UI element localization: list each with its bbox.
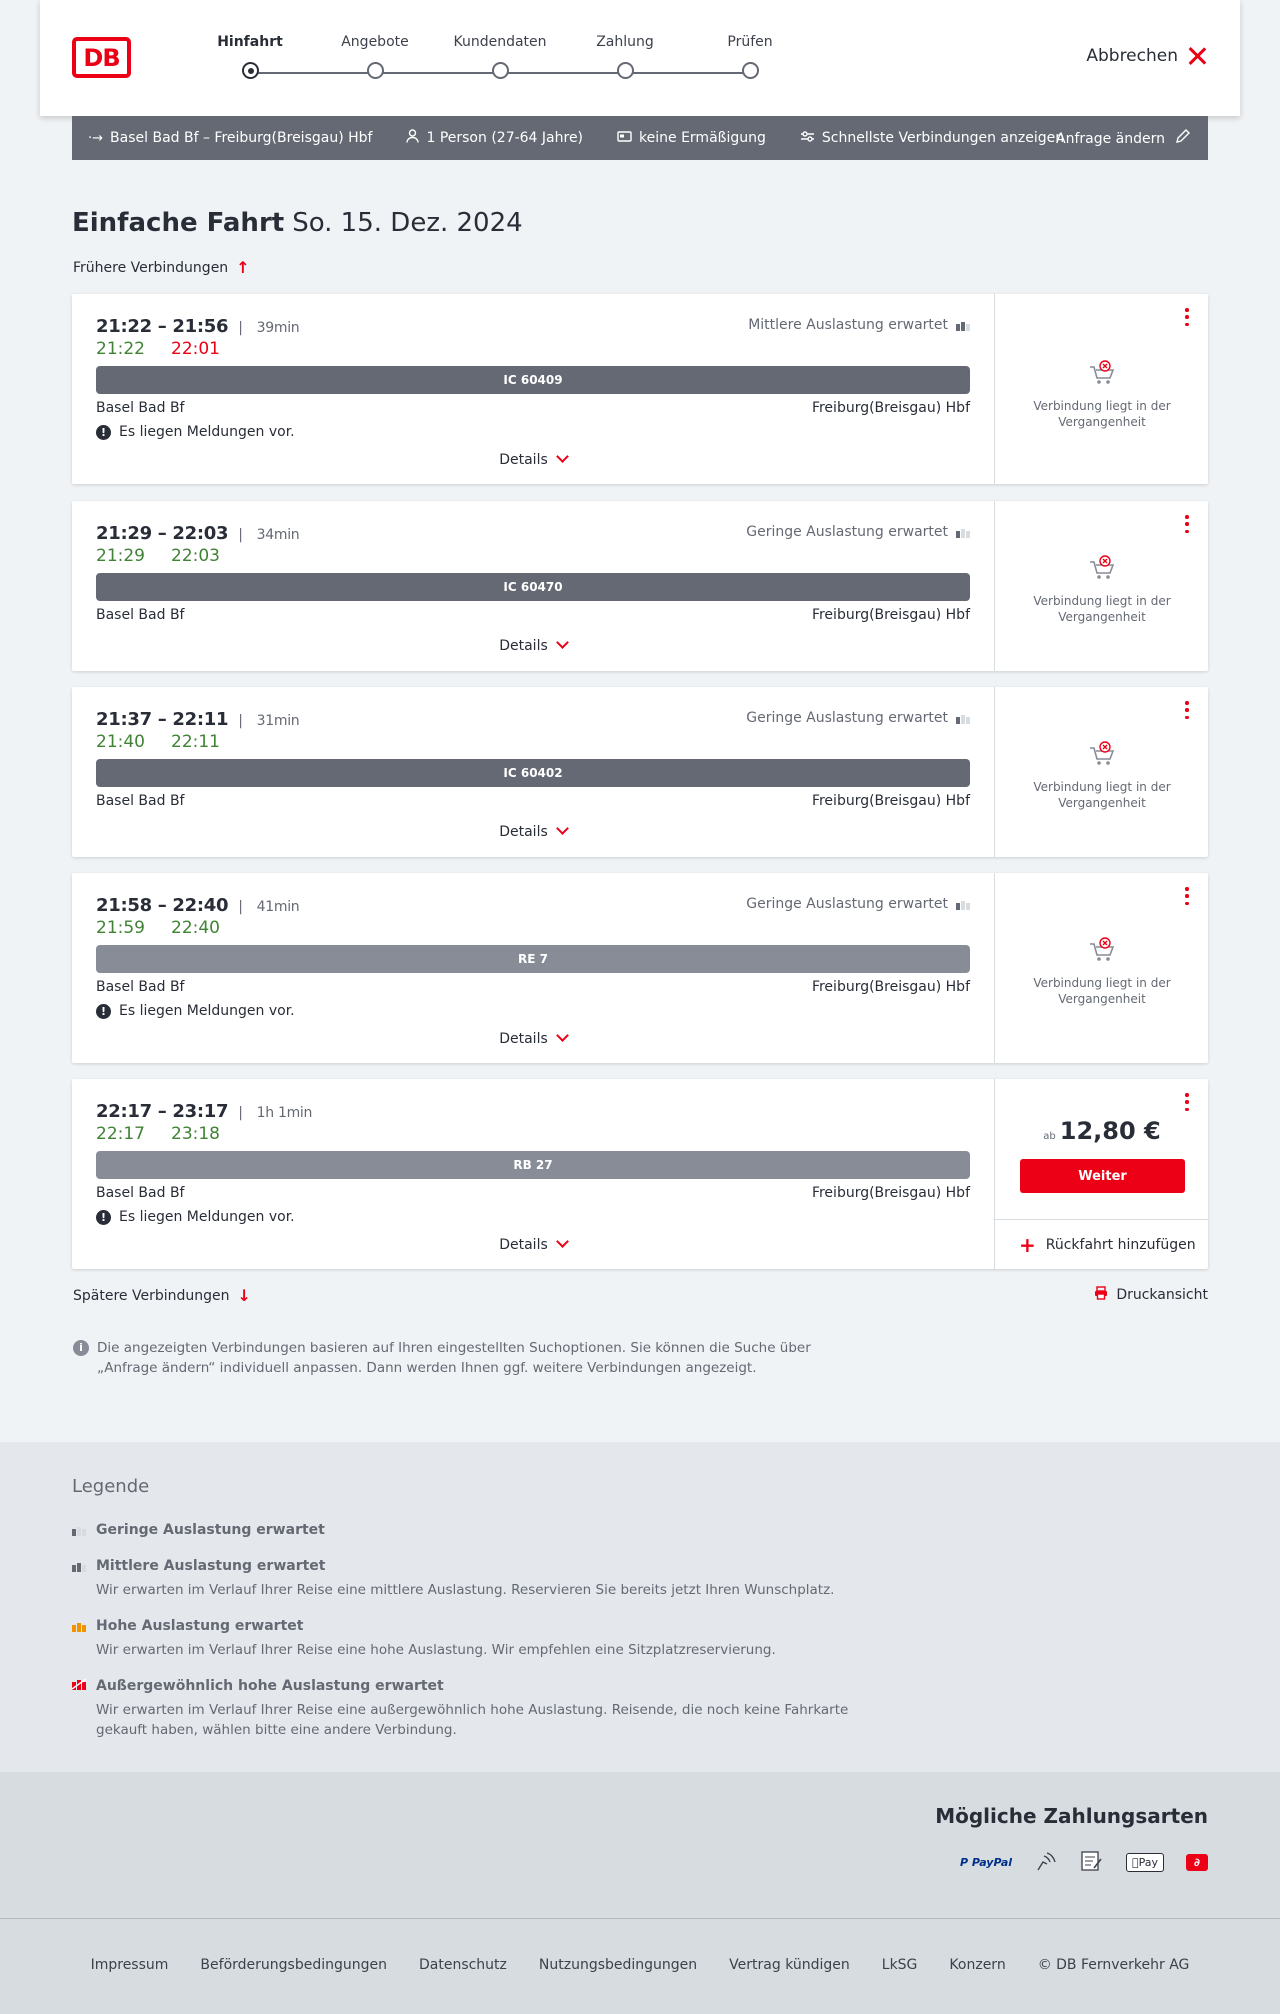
more-options-icon[interactable]	[1180, 515, 1194, 533]
duration: | 34min	[238, 527, 299, 543]
person-icon	[406, 129, 419, 147]
realtime-departure: 21:29	[96, 546, 145, 566]
legend-item	[72, 1678, 872, 1740]
occupancy-text: Geringe Auslastung erwartet	[746, 710, 948, 726]
arrow-up-icon: ↑	[236, 258, 250, 277]
payment-methods-section	[0, 1772, 1280, 1918]
step-dot	[742, 62, 759, 79]
connection-main	[72, 1079, 994, 1269]
details-toggle[interactable]	[72, 638, 994, 654]
step-zahlung: Zahlung	[555, 34, 695, 50]
cancel-button[interactable]	[1086, 46, 1206, 66]
past-connection-status	[995, 358, 1209, 430]
step-dot	[492, 62, 509, 79]
later-connections-link[interactable]	[73, 1286, 251, 1305]
origin-station: Basel Bad Bf	[96, 400, 185, 416]
low-occupancy-icon	[72, 1525, 86, 1536]
legend-item	[72, 1558, 872, 1600]
offer-panel	[994, 687, 1208, 857]
earlier-label: Frühere Verbindungen	[73, 259, 229, 276]
alert-icon: !	[96, 425, 111, 440]
more-options-icon[interactable]	[1180, 701, 1194, 719]
apple-pay-icon: Pay	[1126, 1853, 1164, 1872]
footer-link-impressum[interactable]: Impressum	[90, 1957, 169, 1973]
occupancy-text: Mittlere Auslastung erwartet	[748, 317, 948, 333]
past-connection-status	[995, 553, 1209, 625]
status-text: Verbindung liegt in der Vergangenheit	[1033, 780, 1171, 810]
chevron-down-icon	[556, 1235, 569, 1248]
status-text: Verbindung liegt in der Vergangenheit	[1033, 399, 1171, 429]
more-options-icon[interactable]	[1180, 308, 1194, 326]
details-toggle[interactable]	[72, 1031, 994, 1047]
card-icon	[617, 131, 632, 146]
price	[995, 1117, 1209, 1145]
realtime-times	[96, 339, 220, 359]
occupancy-info	[746, 710, 970, 726]
connection-card[interactable]	[72, 873, 1208, 1063]
footer-links	[0, 1957, 1280, 1973]
medium-occupancy-icon	[72, 1561, 86, 1572]
legend-item-title: Mittlere Auslastung erwartet	[96, 1558, 326, 1574]
chevron-down-icon	[556, 1029, 569, 1042]
train-bar[interactable]: IC 60470	[96, 573, 970, 601]
footer-link-vertrag-kuendigen[interactable]: Vertrag kündigen	[729, 1957, 850, 1973]
footer-link-lksg[interactable]: LkSG	[881, 1957, 918, 1973]
realtime-departure: 21:40	[96, 732, 145, 752]
details-toggle[interactable]	[72, 824, 994, 840]
note-text: Die angezeigten Verbindungen basieren auf Ihren eingestellten Suchoptionen. Sie können die Suche über „Anfrage ändern“ individuell anpassen. Dann werden Ihnen ggf. weitere Verbindungen angezeigt.	[97, 1340, 811, 1376]
details-label: Details	[499, 638, 548, 654]
realtime-arrival: 22:40	[171, 918, 220, 938]
planned-times: 21:37 – 22:11	[96, 709, 229, 730]
connection-main	[72, 294, 994, 484]
duration: | 31min	[238, 713, 299, 729]
details-label: Details	[499, 1031, 548, 1047]
discount-info	[617, 130, 766, 146]
legend-item-title: Hohe Auslastung erwartet	[96, 1618, 304, 1634]
edit-search-label: Anfrage ändern	[1056, 130, 1165, 147]
route-info	[88, 130, 372, 146]
route-text: Basel Bad Bf – Freiburg(Breisgau) Hbf	[110, 130, 373, 146]
cancel-label: Abbrechen	[1086, 46, 1178, 66]
chevron-down-icon	[556, 450, 569, 463]
realtime-departure: 22:17	[96, 1124, 145, 1144]
legend-item-title: Geringe Auslastung erwartet	[96, 1522, 325, 1538]
cart-unavailable-icon	[1087, 739, 1117, 769]
route-arrow-icon: ·→	[88, 130, 104, 146]
chevron-down-icon	[556, 636, 569, 649]
alert-icon: !	[96, 1210, 111, 1225]
header	[40, 0, 1240, 116]
offer-panel	[994, 294, 1208, 484]
occupancy-icon	[956, 713, 970, 724]
realtime-arrival: 23:18	[171, 1124, 220, 1144]
footer-copyright[interactable]: © DB Fernverkehr AG	[1037, 1957, 1190, 1973]
step-angebote: Angebote	[305, 34, 445, 50]
connection-card[interactable]	[72, 501, 1208, 671]
realtime-departure: 21:59	[96, 918, 145, 938]
printer-icon	[1094, 1286, 1108, 1304]
train-bar[interactable]: RE 7	[96, 945, 970, 973]
legend-item-desc: Wir erwarten im Verlauf Ihrer Reise eine hohe Auslastung. Wir empfehlen eine Sitzplatzreservierung.	[96, 1642, 776, 1658]
option-text: Schnellste Verbindungen anzeigen	[821, 130, 1065, 146]
planned-times: 21:29 – 22:03	[96, 523, 229, 544]
details-toggle[interactable]	[72, 452, 994, 468]
legend-item	[72, 1618, 872, 1660]
step-dot	[242, 62, 259, 79]
occupancy-info	[746, 524, 970, 540]
footer	[0, 1918, 1280, 2014]
realtime-times	[96, 546, 220, 566]
destination-station: Freiburg(Breisgau) Hbf	[811, 400, 970, 416]
details-label: Details	[499, 824, 548, 840]
status-text: Verbindung liegt in der Vergangenheit	[1033, 594, 1171, 624]
cart-unavailable-icon	[1087, 358, 1117, 388]
page-title	[72, 208, 523, 238]
cart-unavailable-icon	[1087, 935, 1117, 965]
details-toggle[interactable]	[72, 1237, 994, 1253]
offer-panel	[994, 873, 1208, 1063]
contactless-card-icon	[1034, 1850, 1058, 1875]
connection-card[interactable]	[72, 294, 1208, 484]
db-payment-icon: ∂	[1186, 1854, 1208, 1871]
planned-times: 21:58 – 22:40	[96, 895, 229, 916]
offer-panel	[994, 501, 1208, 671]
print-label: Druckansicht	[1116, 1287, 1208, 1303]
occupancy-info	[748, 317, 970, 333]
print-view-link[interactable]	[1094, 1286, 1208, 1304]
legend-item-desc: Wir erwarten im Verlauf Ihrer Reise eine mittlere Auslastung. Reservieren Sie bereits jetzt Ihren Wunschplatz.	[96, 1582, 835, 1598]
connection-times	[96, 1101, 312, 1122]
more-options-icon[interactable]	[1180, 887, 1194, 905]
persons-info	[406, 129, 583, 147]
price-value: 12,80 €	[1059, 1117, 1161, 1145]
notice-text: Es liegen Meldungen vor.	[119, 1209, 295, 1225]
connection-times	[96, 523, 299, 544]
occupancy-info	[746, 896, 970, 912]
step-dot	[367, 62, 384, 79]
chevron-down-icon	[556, 822, 569, 835]
footer-link-nutzungsbedingungen[interactable]: Nutzungsbedingungen	[538, 1957, 698, 1973]
connection-main	[72, 873, 994, 1063]
past-connection-status	[995, 935, 1209, 1007]
realtime-arrival: 22:11	[171, 732, 220, 752]
duration: | 1h 1min	[238, 1105, 312, 1121]
legend-item-desc: Wir erwarten im Verlauf Ihrer Reise eine außergewöhnlich hohe Auslastung. Reisende, die noch keine Fahrkarte gekauft haben, wählen bitte eine andere Verbindung.	[96, 1702, 849, 1738]
continue-button[interactable]: Weiter	[1020, 1159, 1185, 1193]
high-occupancy-icon	[72, 1621, 86, 1632]
legend-item	[72, 1522, 872, 1538]
duration: | 39min	[238, 320, 299, 336]
price-prefix: ab	[1043, 1131, 1056, 1142]
connection-times	[96, 316, 299, 337]
footer-link-konzern[interactable]: Konzern	[949, 1957, 1006, 1973]
connection-main	[72, 687, 994, 857]
step-dot	[617, 62, 634, 79]
notice	[96, 1209, 295, 1225]
pencil-icon	[1175, 129, 1190, 148]
arrow-down-icon: ↓	[237, 1286, 251, 1305]
search-options-note	[73, 1338, 853, 1378]
add-return-trip-button[interactable]	[995, 1219, 1209, 1269]
connection-times	[96, 709, 299, 730]
earlier-connections-link[interactable]	[73, 258, 250, 277]
paypal-icon: P PayPal	[959, 1856, 1013, 1869]
realtime-times	[96, 1124, 220, 1144]
planned-times: 21:22 – 21:56	[96, 316, 229, 337]
legend-item-title: Außergewöhnlich hohe Auslastung erwartet	[96, 1678, 444, 1694]
past-connection-status	[995, 739, 1209, 811]
connection-main	[72, 501, 994, 671]
realtime-times	[96, 732, 220, 752]
sliders-icon	[800, 131, 815, 146]
cart-unavailable-icon	[1087, 553, 1117, 583]
realtime-arrival: 22:03	[171, 546, 220, 566]
progress-steps	[180, 34, 773, 84]
later-label: Spätere Verbindungen	[73, 1287, 230, 1304]
occupancy-text: Geringe Auslastung erwartet	[746, 524, 948, 540]
connection-card[interactable]	[72, 1079, 1208, 1269]
title-date: So. 15. Dez. 2024	[292, 208, 523, 238]
planned-times: 22:17 – 23:17	[96, 1101, 229, 1122]
edit-search-button[interactable]	[1056, 129, 1190, 148]
realtime-times	[96, 918, 220, 938]
footer-link-befoerderungsbedingungen[interactable]: Beförderungsbedingungen	[200, 1957, 387, 1973]
very-high-occupancy-icon	[72, 1678, 86, 1694]
footer-link-datenschutz[interactable]: Datenschutz	[418, 1957, 507, 1973]
train-bar[interactable]: IC 60402	[96, 759, 970, 787]
status-text: Verbindung liegt in der Vergangenheit	[1033, 976, 1171, 1006]
connection-times	[96, 895, 299, 916]
step-pruefen: Prüfen	[680, 34, 820, 50]
connection-card[interactable]	[72, 687, 1208, 857]
realtime-departure: 21:22	[96, 339, 145, 359]
add-return-label: Rückfahrt hinzufügen	[1045, 1236, 1196, 1253]
train-bar[interactable]: RB 27	[96, 1151, 970, 1179]
destination-station: Freiburg(Breisgau) Hbf	[811, 979, 970, 995]
step-hinfahrt: Hinfahrt	[180, 34, 320, 50]
option-info	[800, 130, 1064, 146]
notice-text: Es liegen Meldungen vor.	[119, 1003, 295, 1019]
payment-methods-title: Mögliche Zahlungsarten	[935, 1804, 1208, 1828]
sepa-debit-icon	[1080, 1850, 1104, 1875]
destination-station: Freiburg(Breisgau) Hbf	[811, 607, 970, 623]
search-summary-bar	[72, 116, 1208, 160]
destination-station: Freiburg(Breisgau) Hbf	[811, 1185, 970, 1201]
occupancy-icon	[956, 527, 970, 538]
title-main: Einfache Fahrt	[72, 208, 285, 238]
details-label: Details	[499, 1237, 548, 1253]
alert-icon: !	[96, 1004, 111, 1019]
occupancy-text: Geringe Auslastung erwartet	[746, 896, 948, 912]
db-logo[interactable]: DB	[72, 37, 131, 78]
origin-station: Basel Bad Bf	[96, 607, 185, 623]
details-label: Details	[499, 452, 548, 468]
payment-icons	[960, 1850, 1208, 1875]
notice	[96, 424, 295, 440]
offer-panel	[994, 1079, 1208, 1269]
notice-text: Es liegen Meldungen vor.	[119, 424, 295, 440]
plus-icon: +	[1019, 1232, 1036, 1257]
notice	[96, 1003, 295, 1019]
origin-station: Basel Bad Bf	[96, 979, 185, 995]
legend-title: Legende	[72, 1476, 150, 1497]
occupancy-icon	[956, 320, 970, 331]
duration: | 41min	[238, 899, 299, 915]
origin-station: Basel Bad Bf	[96, 793, 185, 809]
discount-text: keine Ermäßigung	[639, 130, 766, 146]
legend-section	[0, 1442, 1280, 1772]
train-bar[interactable]: IC 60409	[96, 366, 970, 394]
more-options-icon[interactable]	[1180, 1093, 1194, 1111]
close-icon	[1188, 47, 1206, 65]
step-kundendaten: Kundendaten	[430, 34, 570, 50]
info-icon: i	[73, 1340, 89, 1356]
realtime-arrival: 22:01	[171, 339, 220, 359]
persons-text: 1 Person (27-64 Jahre)	[426, 130, 584, 146]
occupancy-icon	[956, 899, 970, 910]
destination-station: Freiburg(Breisgau) Hbf	[811, 793, 970, 809]
origin-station: Basel Bad Bf	[96, 1185, 185, 1201]
